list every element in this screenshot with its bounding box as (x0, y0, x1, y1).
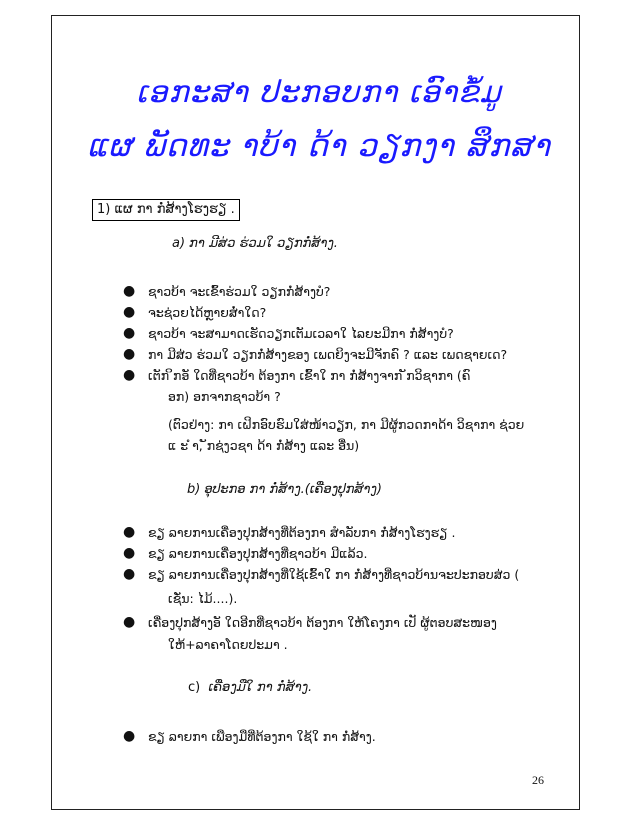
list-item: ● ຈະຊ່ວຍໄດ້ຫຼາຍສໍ່າໃດ? (148, 302, 507, 323)
section-1-heading: 1) ແຜ ກາ ກໍ່ສ້າງໂຮງຮຽ . (92, 199, 240, 221)
document-title-line-2: ແຜ ພັດທະ າບ້າ ດ້າ ວຽກງາ ສຶກສາ (87, 128, 551, 164)
bullet-list-a (123, 281, 508, 386)
list-item: ● ຊາວບ້າ ຈະເຂົ້າຮ່ວມໃ ວຽກກໍ່ສ້າງບໍ? (148, 281, 507, 302)
bullet-icon: ● (123, 304, 136, 320)
bullet-icon: ● (123, 283, 136, 299)
list-item: ● ກາ ມີສ່ວ ຮ່ວມໃ ວຽກກໍ່ສ້າງຂອງ ເພດຍິງຈະມີຈັກຄົ ? ແລະ ເພດຊາຍເດ? (148, 344, 507, 365)
bullet-continuation: ໃຫ້+ລາຄາໂດຍປະມາ . (168, 637, 288, 652)
bullet-icon: ● (123, 728, 136, 744)
example-text-line-2: ແ ະ ຳ, ັກຊ່ງວຊາ ດ້າ ກໍ່ສ້າງ ແລະ ອື່ນ) (168, 438, 360, 453)
subsection-a-heading: a) ກາ ມີສ່ວ ຮ່ວມໃ ວຽກກໍ່ສ້າງ. (172, 236, 338, 251)
page-number: 26 (532, 773, 544, 787)
bullet-icon: ● (123, 566, 136, 582)
bullet-continuation: ອກ) ອກຈາກຊາວບ້າ ? (168, 389, 281, 404)
bullet-icon: ● (123, 367, 136, 383)
list-item: ● ຂຽ ລາຍການເຄື່ອງປຸກສ້າງທີ່ໃຊ້ເຂົ້າໃ ກາ ກໍ່ສ້າງທີ່ຊາວບ້ານຈະປະກອບສ່ວ ( (148, 564, 519, 585)
list-item: ● ຂຽ ລາຍການເຄື່ອງປຸກສ້າງທີ່ຕ້ອງກາ ສຳລັບກາ ກໍ່ສ້າງໂຮງຮຽ . (148, 522, 519, 543)
example-text-line-1: (ຕົວຢ່າງ: ກາ ເຝິກອົບຮົມໃສ່ໜ້າວຽກ, ກາ ມີຜູ້ກວດກາດ້າ ວິຊາກາ ຊ່ວຍ (168, 417, 525, 432)
subsection-b-heading: b) ອຸປະກອ ກາ ກໍ່ສ້າງ.(ເຄື່ອງປຸກສ້າງ) (187, 482, 382, 497)
bullet-list-b (123, 522, 520, 585)
list-item: ● ເຄື່ອງປຸກສ້າງອັ ໃດອີກທີ່ຊາວບ້າ ຕ້ອງກາ ໃຫ້ໂຄງກາ ເປັ ຜູ້ຕອບສະໜອງ (148, 612, 497, 633)
bullet-icon: ● (123, 346, 136, 362)
bullet-icon: ● (123, 524, 136, 540)
bullet-continuation: ເຊັ່ນ: ໄມ້....). (168, 591, 238, 606)
bullet-icon: ● (123, 325, 136, 341)
bullet-icon: ● (123, 614, 136, 630)
subsection-c-heading: c) ເຄື່ອງມືໃ ກາ ກໍ່ສ້າງ. (188, 680, 313, 695)
list-item: ● ຊາວບ້າ ຈະສາມາດເຮັດວຽກເຕັມເວລາໃ ໄລຍະມີກາ ກໍ່ສ້າງບໍ? (148, 323, 507, 344)
document-title-line-1: ເອກະສາ ປະກອບກາ ເອົາຂໍ້ມູ (136, 75, 502, 110)
list-item: ● ຂຽ ລາຍການເຄື່ອງປຸກສ້າງທີ່ຊາວບ້າ ມີແລ້ວ. (148, 543, 519, 564)
bullet-list-c (123, 726, 376, 747)
list-item: ● ຂຽ ລາຍກາ ເພືອງມືທີ່ຕ້ອງກາ ໃຊ້ໃ ກາ ກໍ່ສ້າງ. (148, 726, 376, 747)
bullet-list-b-cont (123, 612, 497, 633)
bullet-icon: ● (123, 545, 136, 561)
list-item: ● ເຕັກ ິກອັ ໃດທີ່ຊາວບ້າ ຕ້ອງກາ ເຂົ້າໃ ກາ ກໍ່ສ້າງຈາກ ັກວິຊາກາ (ຄົ (148, 365, 507, 386)
